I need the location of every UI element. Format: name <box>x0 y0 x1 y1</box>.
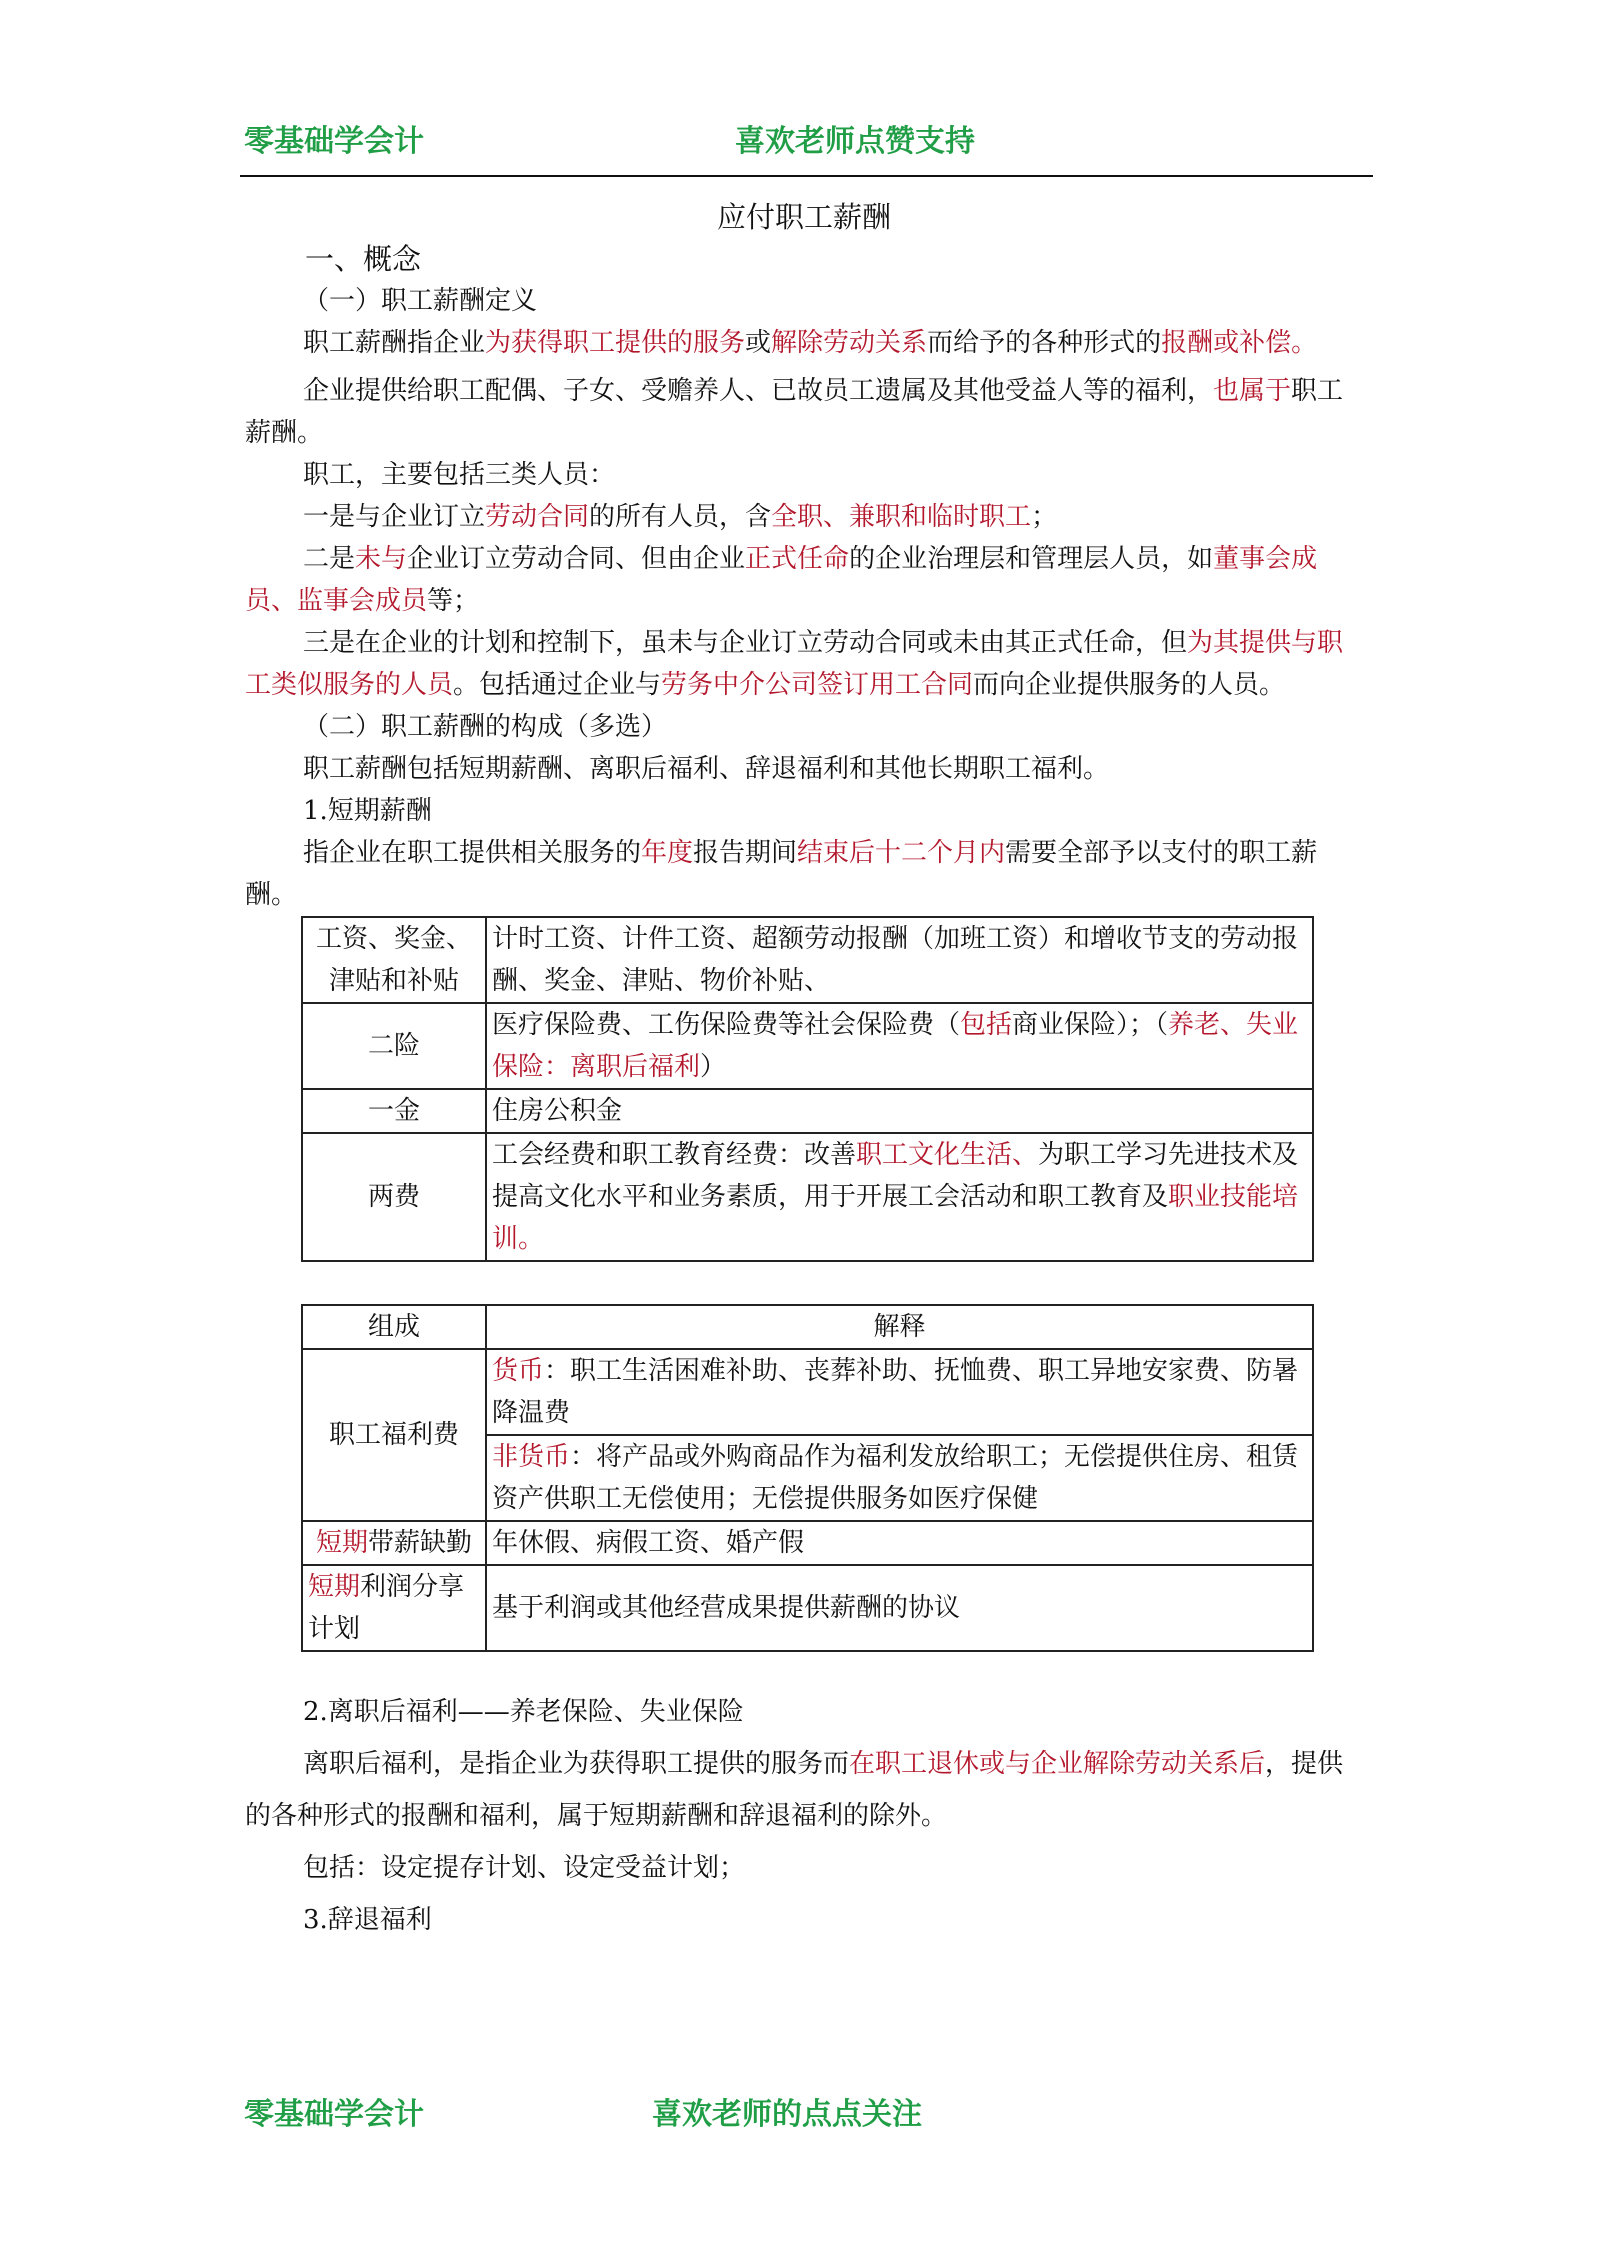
table-row <box>302 1133 1313 1261</box>
highlight-text: 正式任命 <box>745 544 850 574</box>
text-run: 医疗保险费、工伤保险费等社会保险费（ <box>492 1010 961 1040</box>
highlight-text: 在职工退休或与企业解除劳动关系后 <box>849 1749 1266 1779</box>
highlight-text: 职工文化生活、 <box>856 1140 1039 1170</box>
text-run: 。包括通过企业与 <box>453 670 662 700</box>
highlight-text: 货币 <box>492 1356 545 1386</box>
document-title: 应付职工薪酬 <box>716 200 891 234</box>
text-run: 企业订立劳动合同、但由企业 <box>407 544 746 574</box>
welfare-table <box>301 1304 1314 1652</box>
highlight-text: 董事会成员、监事会成员 <box>245 544 1318 616</box>
table-cell-label: 工资、奖金、津贴和补贴 <box>302 917 486 1003</box>
text-run: 企业提供给职工配偶、子女、受赡养人、已故员工遗属及其他受益人等的福利， <box>303 376 1214 406</box>
text-run: 职工薪酬。 <box>245 376 1344 448</box>
highlight-text: 劳动合同 <box>485 502 590 532</box>
table-cell-text <box>486 1349 1313 1435</box>
paragraph-plans: 包括：设定提存计划、设定受益计划； <box>303 1853 746 1883</box>
table-header-cell: 解释 <box>486 1305 1313 1349</box>
text-run: 带薪缺勤 <box>368 1528 473 1558</box>
header-rule <box>240 175 1373 177</box>
highlight-text: 也属于 <box>1213 376 1292 406</box>
paragraph-beneficiaries <box>245 370 1363 454</box>
header-left-text: 零基础学会计 <box>244 124 424 159</box>
header-right-text: 喜欢老师点赞支持 <box>735 124 975 159</box>
highlight-text: 劳务中介公司签订用工合同 <box>661 670 974 700</box>
table-row <box>302 1003 1313 1089</box>
paragraph-composition: 职工薪酬包括短期薪酬、离职后福利、辞退福利和其他长期职工福利。 <box>303 754 1110 784</box>
subheading-definition: （一）职工薪酬定义 <box>303 286 538 316</box>
text-run: 而向企业提供服务的人员。 <box>973 670 1286 700</box>
short-term-pay-table <box>301 916 1314 1262</box>
highlight-text: 职业技能培训。 <box>492 1182 1299 1254</box>
table-cell-label <box>302 1565 486 1651</box>
highlight-text: 报酬或补偿。 <box>1161 328 1318 358</box>
heading-termination: 3.辞退福利 <box>303 1905 432 1935</box>
text-run: 而给予的各种形式的 <box>927 328 1162 358</box>
text-run: 一是与企业订立 <box>303 502 486 532</box>
highlight-text: 未与 <box>355 544 408 574</box>
table-cell-label <box>302 1521 486 1565</box>
paragraph-short-term-def <box>245 832 1363 916</box>
text-run: 等； <box>427 586 480 616</box>
paragraph-staff-types: 职工，主要包括三类人员： <box>303 460 616 490</box>
footer-left-text: 零基础学会计 <box>244 2097 424 2132</box>
text-run: ：将产品或外购商品作为福利发放给职工；无偿提供住房、租赁资产供职工无偿使用；无偿提供服务如医疗保健 <box>492 1442 1299 1514</box>
text-run: ，提供的各种形式的报酬和福利，属于短期薪酬和辞退福利的除外。 <box>245 1749 1344 1831</box>
highlight-text: 短期 <box>315 1528 368 1558</box>
heading-short-term: 1.短期薪酬 <box>303 796 432 826</box>
text-run: 工会经费和职工教育经费：改善 <box>492 1140 857 1170</box>
text-run: ； <box>1031 502 1058 532</box>
document-body <box>245 196 1363 1946</box>
heading-post-employment: 2.离职后福利——养老保险、失业保险 <box>303 1697 744 1727</box>
text-run: 指企业在职工提供相关服务的 <box>303 838 642 868</box>
highlight-text: 为其提供与职工类似服务的人员 <box>245 628 1344 700</box>
paragraph-post-employment <box>245 1738 1363 1842</box>
text-run: 报告期间 <box>693 838 798 868</box>
text-run: 离职后福利，是指企业为获得职工提供的服务而 <box>303 1749 850 1779</box>
highlight-text: 为获得职工提供的服务 <box>485 328 746 358</box>
text-run: 三是在企业的计划和控制下，虽未与企业订立劳动合同或未由其正式任命，但 <box>303 628 1188 658</box>
highlight-text: 结束后十二个月内 <box>797 838 1006 868</box>
text-run: 或 <box>745 328 772 358</box>
table-cell-text <box>486 1435 1313 1521</box>
text-run: 职工薪酬指企业 <box>303 328 486 358</box>
table-row <box>302 1089 1313 1133</box>
text-run: ：职工生活困难补助、丧葬补助、抚恤费、职工异地安家费、防暑降温费 <box>492 1356 1299 1428</box>
highlight-text: 养老、失业保险：离职后福利 <box>492 1010 1299 1082</box>
highlight-text: 年度 <box>641 838 694 868</box>
table-header-row <box>302 1305 1313 1349</box>
highlight-text: 全职、兼职和临时职工 <box>771 502 1032 532</box>
text-run: 的所有人员，含 <box>589 502 772 532</box>
paragraph-type-two <box>245 538 1363 622</box>
table-cell-text <box>486 1003 1313 1089</box>
highlight-text: 解除劳动关系 <box>771 328 928 358</box>
highlight-text: 短期 <box>308 1572 361 1602</box>
table-cell-label: 二险 <box>302 1003 486 1089</box>
text-run: 二是 <box>303 544 356 574</box>
section-heading-concept: 一、概念 <box>305 242 422 276</box>
table-row <box>302 917 1313 1003</box>
table-cell-text: 基于利润或其他经营成果提供薪酬的协议 <box>486 1565 1313 1651</box>
table-cell-text: 年休假、病假工资、婚产假 <box>486 1521 1313 1565</box>
table-cell-label: 职工福利费 <box>302 1349 486 1521</box>
table-row <box>302 1565 1313 1651</box>
table-cell-label: 一金 <box>302 1089 486 1133</box>
highlight-text: 包括 <box>960 1010 1013 1040</box>
footer-right-text: 喜欢老师的点点关注 <box>652 2097 922 2132</box>
paragraph-type-three <box>245 622 1363 706</box>
text-run: ） <box>700 1052 727 1082</box>
table-header-cell: 组成 <box>302 1305 486 1349</box>
table-cell-text: 住房公积金 <box>486 1089 1313 1133</box>
subheading-composition: （二）职工薪酬的构成（多选） <box>303 712 668 742</box>
text-run: 商业保险）；（ <box>1012 1010 1169 1040</box>
table-row <box>302 1349 1313 1435</box>
paragraph-definition <box>245 322 1363 364</box>
table-cell-label: 两费 <box>302 1133 486 1261</box>
text-run: 的企业治理层和管理层人员，如 <box>849 544 1214 574</box>
text-run: 为职工学习先进技术及提高文化水平和业务素质，用于开展工会活动和职工教育及 <box>492 1140 1299 1212</box>
table-cell-text <box>486 1133 1313 1261</box>
highlight-text: 非货币 <box>492 1442 571 1472</box>
text-run: 利润分享计划 <box>308 1572 465 1644</box>
text-run: 需要全部予以支付的职工薪酬。 <box>245 838 1318 910</box>
table-row <box>302 1521 1313 1565</box>
paragraph-type-one <box>245 496 1363 538</box>
table-cell-text: 计时工资、计件工资、超额劳动报酬（加班工资）和增收节支的劳动报酬、奖金、津贴、物价补贴、 <box>486 917 1313 1003</box>
